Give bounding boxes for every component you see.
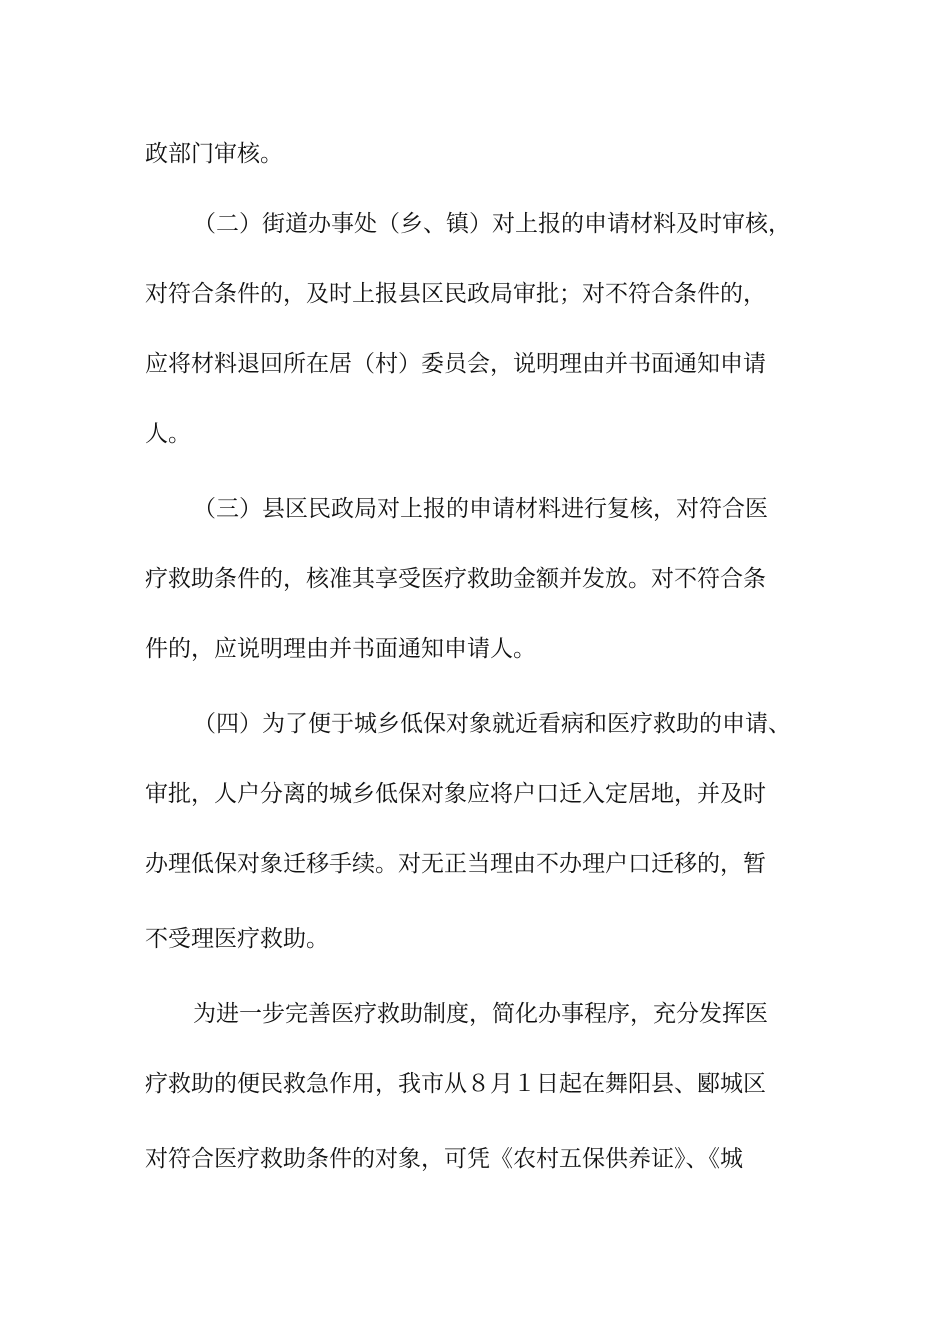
text-line: 政部门审核。 xyxy=(145,141,283,167)
text-line: （二）街道办事处（乡、镇）对上报的申请材料及时审核， xyxy=(193,211,791,237)
text-line: 疗救助的便民救急作用，我市从８月１日起在舞阳县、郾城区 xyxy=(145,1071,766,1097)
text-line: 为进一步完善医疗救助制度，简化办事程序，充分发挥医 xyxy=(193,1001,768,1027)
text-line: （四）为了便于城乡低保对象就近看病和医疗救助的申请、 xyxy=(193,711,791,737)
text-line: 审批，人户分离的城乡低保对象应将户口迁入定居地，并及时 xyxy=(145,781,766,807)
text-line: （三）县区民政局对上报的申请材料进行复核，对符合医 xyxy=(193,496,768,522)
text-line: 对符合条件的，及时上报县区民政局审批；对不符合条件的， xyxy=(145,281,766,307)
text-line: 疗救助条件的，核准其享受医疗救助金额并发放。对不符合条 xyxy=(145,566,766,592)
text-line: 不受理医疗救助。 xyxy=(145,926,329,952)
text-line: 人。 xyxy=(145,421,191,447)
text-line: 应将材料退回所在居（村）委员会，说明理由并书面通知申请 xyxy=(145,351,766,377)
text-line: 件的，应说明理由并书面通知申请人。 xyxy=(145,636,536,662)
text-line: 办理低保对象迁移手续。对无正当理由不办理户口迁移的，暂 xyxy=(145,851,766,877)
text-line: 对符合医疗救助条件的对象，可凭《农村五保供养证》、《城 xyxy=(145,1146,743,1172)
